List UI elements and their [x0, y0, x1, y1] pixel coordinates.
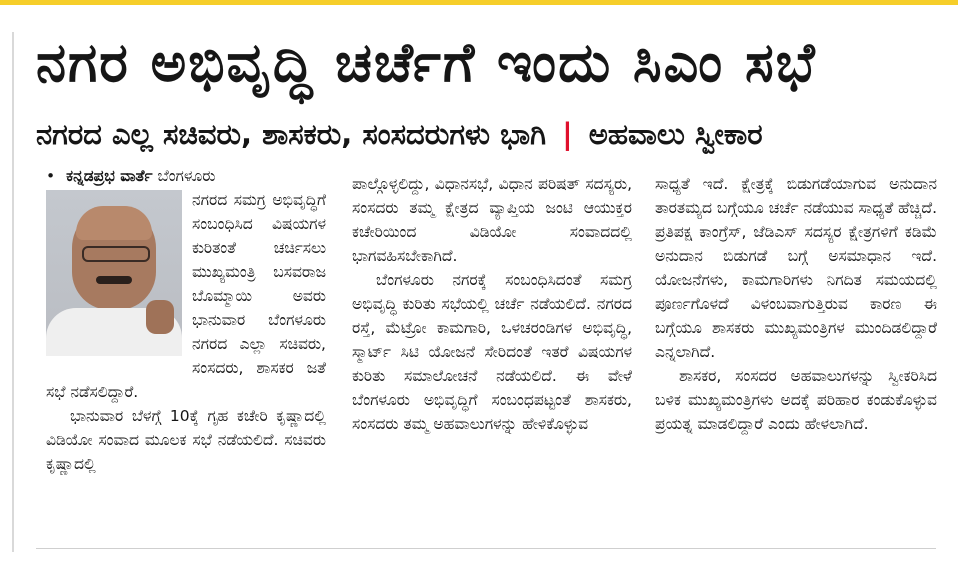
photo-glasses [82, 246, 150, 262]
photo-hand [146, 300, 174, 334]
dateline [46, 164, 326, 188]
col2-paragraph-2: ಬೆಂಗಳೂರು ನಗರಕ್ಕೆ ಸಂಬಂಧಿಸಿದಂತೆ ಸಮಗ್ರ ಅಭಿವೃದ್ಧಿ ಕುರಿತು ಸಭೆಯಲ್ಲಿ ಚರ್ಚೆ ನಡೆಯಲಿದೆ. ನಗರದ ರಸ್ತೆ, ಮೆಟ್ರೋ ಕಾಮಗಾರಿ, ಒಳಚರಂಡಿಗಳ ಅಭಿವೃದ್ಧಿ, ಸ್ಮಾರ್ಟ್ ಸಿಟಿ ಯೋಜನೆ ಸೇರಿದಂತೆ ಇತರೆ ವಿಷಯಗಳ ಕುರಿತು ಸಮಾಲೋಚನೆ ನಡೆಯಲಿದೆ. ಈ ವೇಳೆ ಬೆಂಗಳೂರು ಅಭಿವೃದ್ಧಿಗೆ ಸಂಬಂಧಪಟ್ಟಂತೆ ಶಾಸಕರು, ಸಂಸದರು ತಮ್ಮ ಅಹವಾಲುಗಳನ್ನು ಹೇಳಿಕೊಳ್ಳುವ [352, 271, 632, 433]
bullet-icon: • [46, 167, 56, 185]
news-location: ಬೆಂಗಳೂರು [157, 167, 216, 185]
col1-paragraph-1: ನಗರದ ಸಮಗ್ರ ಅಭಿವೃದ್ಧಿಗೆ ಸಂಬಂಧಿಸಿದ ವಿಷಯಗಳ ಕುರಿತಂತೆ ಚರ್ಚಿಸಲು ಮುಖ್ಯಮಂತ್ರಿ ಬಸವರಾಜ ಬೊಮ್ಮಾಯಿ ಅವರು ಭಾನುವಾರ ಬೆಂಗಳೂರು ನಗರದ ಎಲ್ಲಾ ಸಚಿವರು, ಸಂಸದರು, ಶಾಸಕರ ಜತೆ ಸಭೆ ನಡೆಸಲಿದ್ದಾರೆ. [46, 191, 326, 401]
news-source: ಕನ್ನಡಪ್ರಭ ವಾರ್ತೆ [66, 167, 153, 185]
photo-head-top [76, 206, 152, 240]
subheadline-separator: | [562, 117, 573, 151]
photo-moustache [96, 276, 132, 284]
left-column-rule [12, 32, 14, 552]
subheadline-part1: ನಗರದ ಎಲ್ಲ ಸಚಿವರು, ಶಾಸಕರು, ಸಂಸದರುಗಳು ಭಾಗಿ [36, 117, 546, 151]
top-accent-bar [0, 0, 958, 5]
headline: ನಗರ ಅಭಿವೃದ್ಧಿ ಚರ್ಚೆಗೆ ಇಂದು ಸಿಎಂ ಸಭೆ [36, 31, 817, 94]
col1-paragraph-2: ಭಾನುವಾರ ಬೆಳಗ್ಗೆ 10ಕ್ಕೆ ಗೃಹ ಕಚೇರಿ ಕೃಷ್ಣಾದಲ್ಲಿ ವಿಡಿಯೋ ಸಂವಾದ ಮೂಲಕ ಸಭೆ ನಡೆಯಲಿದೆ. ಸಚಿವರು ಕೃಷ್ಣಾದಲ್ಲಿ [46, 407, 326, 473]
chief-minister-photo [46, 190, 182, 356]
subheadline-part2: ಅಹವಾಲು ಸ್ವೀಕಾರ [588, 117, 763, 151]
article-column-3 [655, 172, 937, 436]
col3-paragraph-2: ಶಾಸಕರ, ಸಂಸದರ ಅಹವಾಲುಗಳನ್ನು ಸ್ವೀಕರಿಸಿದ ಬಳಿಕ ಮುಖ್ಯಮಂತ್ರಿಗಳು ಅದಕ್ಕೆ ಪರಿಹಾರ ಕಂಡುಕೊಳ್ಳುವ ಪ್ರಯತ್ನ ಮಾಡಲಿದ್ದಾರೆ ಎಂದು ಹೇಳಲಾಗಿದೆ. [655, 367, 937, 433]
col2-paragraph-1: ಪಾಲ್ಗೊಳ್ಳಲಿದ್ದು, ವಿಧಾನಸಭೆ, ವಿಧಾನ ಪರಿಷತ್ ಸದಸ್ಯರು, ಸಂಸದರು ತಮ್ಮ ಕ್ಷೇತ್ರದ ವ್ಯಾಪ್ತಿಯ ಜಂಟಿ ಆಯುಕ್ತರ ಕಚೇರಿಯಿಂದ ವಿಡಿಯೋ ಸಂವಾದದಲ್ಲಿ ಭಾಗವಹಿಸಬೇಕಾಗಿದೆ. [352, 175, 632, 265]
article-column-2 [352, 172, 632, 436]
col3-paragraph-1: ಸಾಧ್ಯತೆ ಇದೆ. ಕ್ಷೇತ್ರಕ್ಕೆ ಬಿಡುಗಡೆಯಾಗುವ ಅನುದಾನ ತಾರತಮ್ಯದ ಬಗ್ಗೆಯೂ ಚರ್ಚೆ ನಡೆಯುವ ಸಾಧ್ಯತೆ ಹೆಚ್ಚಿದೆ. ಪ್ರತಿಪಕ್ಷ ಕಾಂಗ್ರೆಸ್, ಜೆಡಿಎಸ್ ಸದಸ್ಯರ ಕ್ಷೇತ್ರಗಳಿಗೆ ಕಡಿಮೆ ಅನುದಾನ ಬಿಡುಗಡೆ ಬಗ್ಗೆ ಅಸಮಾಧಾನ ಇದೆ. ಯೋಜನೆಗಳು, ಕಾಮಗಾರಿಗಳು ನಿಗದಿತ ಸಮಯದಲ್ಲಿ ಪೂರ್ಣಗೊಳದೆ ವಿಳಂಬವಾಗುತ್ತಿರುವ ಕಾರಣ ಈ ಬಗ್ಗೆಯೂ ಶಾಸಕರು ಮುಖ್ಯಮಂತ್ರಿಗಳ ಮುಂದಿಡಲಿದ್ದಾರೆ ಎನ್ನಲಾಗಿದೆ. [655, 175, 937, 361]
article-column-1 [46, 164, 326, 476]
bottom-rule [36, 548, 936, 549]
subheadline [36, 112, 936, 156]
